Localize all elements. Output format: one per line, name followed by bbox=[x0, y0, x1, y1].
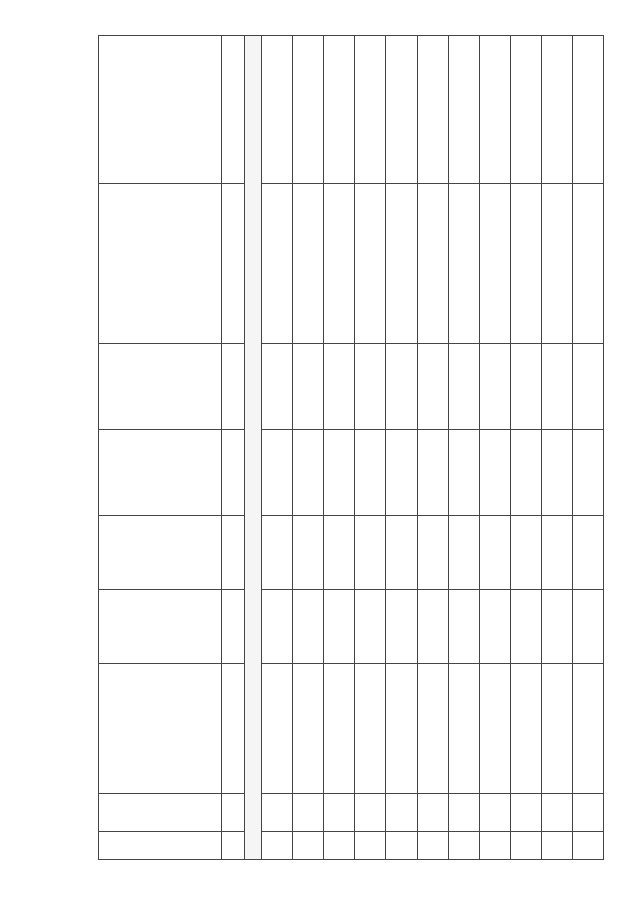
table-cell bbox=[222, 430, 245, 516]
table-row bbox=[510, 36, 541, 860]
rotated-content-area bbox=[64, 36, 616, 860]
table-cell bbox=[479, 590, 510, 664]
table-cell bbox=[386, 36, 417, 184]
table-cell bbox=[417, 36, 448, 184]
table-cell bbox=[479, 794, 510, 832]
table-cell bbox=[448, 590, 479, 664]
table-row bbox=[417, 36, 448, 860]
table-header-row bbox=[222, 36, 245, 860]
table-cell bbox=[417, 344, 448, 430]
table-cell bbox=[222, 36, 245, 184]
table-cell bbox=[355, 344, 386, 430]
table-cell bbox=[386, 590, 417, 664]
table-cell bbox=[479, 430, 510, 516]
table-cell bbox=[386, 344, 417, 430]
table-cell bbox=[293, 430, 324, 516]
table-cell bbox=[510, 516, 541, 590]
table-cell bbox=[479, 36, 510, 184]
table-cell bbox=[324, 184, 355, 344]
table-cell bbox=[262, 664, 293, 794]
regulation-table bbox=[98, 35, 604, 860]
table-cell bbox=[355, 832, 386, 860]
table-cell bbox=[510, 832, 541, 860]
table-cell bbox=[572, 184, 603, 344]
table-cell bbox=[99, 430, 222, 516]
table-cell bbox=[417, 832, 448, 860]
table-cell bbox=[355, 516, 386, 590]
table-cell bbox=[324, 516, 355, 590]
table-cell bbox=[386, 832, 417, 860]
table-cell bbox=[324, 36, 355, 184]
table-cell bbox=[510, 184, 541, 344]
table-cell bbox=[417, 430, 448, 516]
table-cell bbox=[324, 794, 355, 832]
table-cell bbox=[572, 430, 603, 516]
table-cell bbox=[479, 344, 510, 430]
table-cell bbox=[355, 664, 386, 794]
table-cell bbox=[262, 794, 293, 832]
table-cell bbox=[386, 516, 417, 590]
table-cell bbox=[510, 664, 541, 794]
table-cell bbox=[541, 832, 572, 860]
table-cell bbox=[479, 516, 510, 590]
table-cell bbox=[510, 430, 541, 516]
table-cell bbox=[222, 664, 245, 794]
table-cell bbox=[324, 344, 355, 430]
table-cell bbox=[262, 832, 293, 860]
table-cell bbox=[222, 832, 245, 860]
table-cell bbox=[262, 590, 293, 664]
table-cell bbox=[541, 430, 572, 516]
table-cell bbox=[293, 590, 324, 664]
table-row bbox=[448, 36, 479, 860]
table-cell bbox=[448, 832, 479, 860]
table-cell bbox=[99, 184, 222, 344]
table-cell bbox=[541, 344, 572, 430]
table-cell bbox=[541, 664, 572, 794]
table-cell bbox=[448, 344, 479, 430]
table-cell bbox=[479, 832, 510, 860]
table-cell bbox=[386, 794, 417, 832]
table-cell bbox=[222, 794, 245, 832]
table-cell bbox=[99, 664, 222, 794]
table-cell bbox=[448, 664, 479, 794]
table-cell bbox=[448, 516, 479, 590]
table-cell bbox=[510, 36, 541, 184]
table-cell bbox=[541, 516, 572, 590]
table-cell bbox=[222, 516, 245, 590]
table-section-row bbox=[245, 36, 262, 860]
table-cell bbox=[510, 590, 541, 664]
table-cell bbox=[99, 794, 222, 832]
table-cell bbox=[293, 36, 324, 184]
table-cell bbox=[222, 344, 245, 430]
table-cell bbox=[293, 794, 324, 832]
table-row bbox=[355, 36, 386, 860]
table-cell bbox=[324, 590, 355, 664]
table-cell bbox=[417, 664, 448, 794]
table-cell bbox=[262, 516, 293, 590]
table-cell bbox=[355, 430, 386, 516]
table-cell bbox=[572, 516, 603, 590]
rotated-content bbox=[64, 36, 616, 860]
table-cell bbox=[355, 590, 386, 664]
table-row bbox=[386, 36, 417, 860]
table-cell bbox=[293, 184, 324, 344]
table-cell bbox=[386, 184, 417, 344]
table-cell bbox=[222, 184, 245, 344]
table-cell bbox=[293, 516, 324, 590]
table-cell bbox=[355, 184, 386, 344]
table-cell bbox=[448, 36, 479, 184]
table-cell bbox=[448, 184, 479, 344]
table-cell bbox=[572, 832, 603, 860]
table-cell bbox=[222, 590, 245, 664]
table-cell bbox=[324, 832, 355, 860]
table-cell bbox=[417, 516, 448, 590]
table-row bbox=[262, 36, 293, 860]
table-cell bbox=[324, 430, 355, 516]
table-cell bbox=[99, 344, 222, 430]
table-cell bbox=[293, 664, 324, 794]
table-cell bbox=[355, 794, 386, 832]
table-cell bbox=[386, 430, 417, 516]
table-cell bbox=[541, 184, 572, 344]
table-cell bbox=[572, 36, 603, 184]
table-cell bbox=[293, 344, 324, 430]
table-cell bbox=[572, 664, 603, 794]
table-cell bbox=[572, 794, 603, 832]
table-cell bbox=[262, 344, 293, 430]
table-cell bbox=[541, 590, 572, 664]
table-cell bbox=[262, 430, 293, 516]
table-cell bbox=[541, 36, 572, 184]
table-cell bbox=[262, 184, 293, 344]
table-cell bbox=[541, 794, 572, 832]
table-cell bbox=[417, 794, 448, 832]
table-row bbox=[541, 36, 572, 860]
table-cell bbox=[417, 590, 448, 664]
table-cell bbox=[293, 832, 324, 860]
table-cell bbox=[510, 344, 541, 430]
table-cell bbox=[386, 664, 417, 794]
table-cell bbox=[448, 794, 479, 832]
table-cell bbox=[510, 794, 541, 832]
table-cell bbox=[448, 430, 479, 516]
table-cell bbox=[572, 344, 603, 430]
table-cell bbox=[417, 184, 448, 344]
table-row bbox=[324, 36, 355, 860]
table-cell bbox=[572, 590, 603, 664]
table-cell bbox=[479, 184, 510, 344]
table-row bbox=[479, 36, 510, 860]
table-cell bbox=[99, 36, 222, 184]
table-row bbox=[572, 36, 603, 860]
table-row bbox=[293, 36, 324, 860]
table-cell bbox=[99, 516, 222, 590]
table-cell bbox=[355, 36, 386, 184]
table-cell bbox=[324, 664, 355, 794]
table-cell bbox=[245, 36, 262, 860]
table-header-row bbox=[99, 36, 222, 860]
table-cell bbox=[99, 590, 222, 664]
table-cell bbox=[99, 832, 222, 860]
document-title bbox=[64, 36, 92, 860]
table-cell bbox=[262, 36, 293, 184]
table-cell bbox=[479, 664, 510, 794]
